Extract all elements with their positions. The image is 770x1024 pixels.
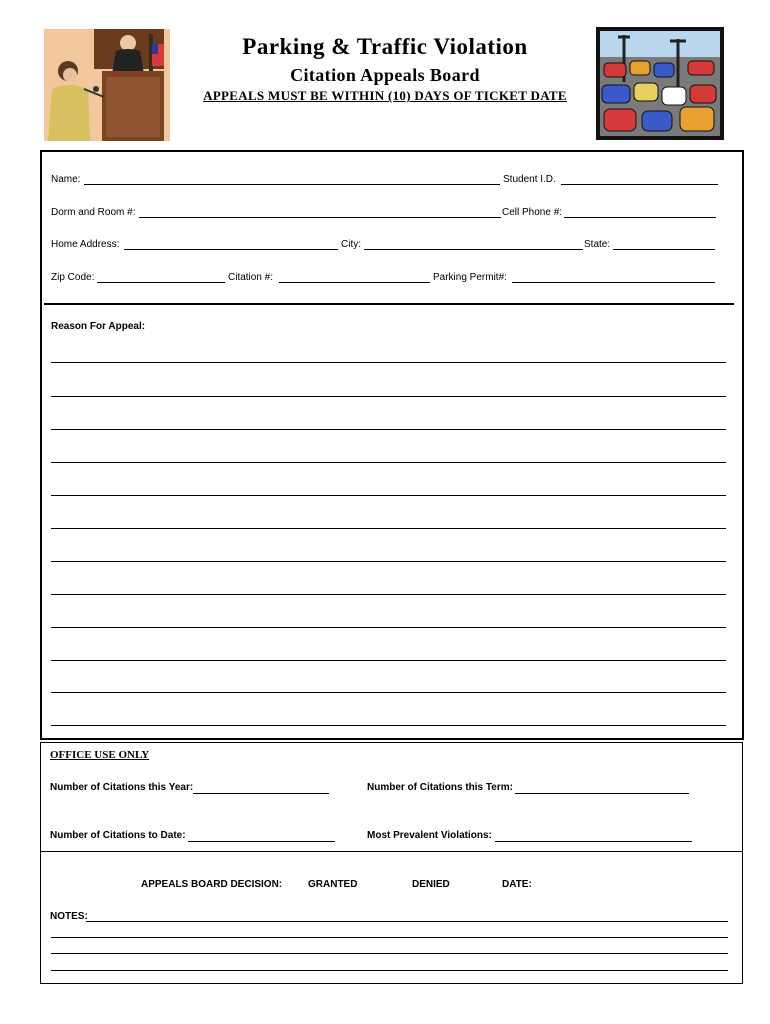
address-label: Home Address: <box>51 239 120 250</box>
student-id-field[interactable] <box>561 184 718 185</box>
dorm-label: Dorm and Room #: <box>51 207 136 218</box>
form-title: Parking & Traffic Violation <box>242 34 528 59</box>
citations-term-label: Number of Citations this Term: <box>367 782 513 793</box>
form-subtitle: Citation Appeals Board <box>290 65 480 85</box>
student-id-label: Student I.D. <box>503 174 556 185</box>
notes-line[interactable] <box>51 937 728 938</box>
deadline-notice: APPEALS MUST BE WITHIN (10) DAYS OF TICKET DATE <box>203 88 567 103</box>
permit-label: Parking Permit#: <box>433 272 507 283</box>
state-field[interactable] <box>613 249 715 250</box>
denied-option[interactable]: DENIED <box>412 879 450 890</box>
reason-line[interactable] <box>51 495 726 496</box>
citations-date-field[interactable] <box>188 841 335 842</box>
city-field[interactable] <box>364 249 583 250</box>
reason-label: Reason For Appeal: <box>51 321 146 332</box>
state-label: State: <box>584 239 611 250</box>
reason-line[interactable] <box>51 692 726 693</box>
reason-line[interactable] <box>51 594 726 595</box>
cell-phone-field[interactable] <box>564 217 716 218</box>
reason-line[interactable] <box>51 429 726 430</box>
dorm-field[interactable] <box>139 217 501 218</box>
reason-line[interactable] <box>51 725 726 726</box>
citations-date-label: Number of Citations to Date: <box>50 830 186 841</box>
reason-line[interactable] <box>51 362 726 363</box>
decision-label: APPEALS BOARD DECISION: <box>141 879 283 890</box>
office-divider <box>40 851 742 852</box>
name-field[interactable] <box>84 184 500 185</box>
reason-line[interactable] <box>51 396 726 397</box>
office-use-box <box>40 742 743 984</box>
reason-line[interactable] <box>51 561 726 562</box>
notes-line[interactable] <box>51 970 728 971</box>
notes-line[interactable] <box>51 953 728 954</box>
citations-year-field[interactable] <box>193 793 329 794</box>
prevalent-label: Most Prevalent Violations: <box>367 830 492 841</box>
date-label: DATE: <box>502 879 532 890</box>
notes-label: NOTES: <box>50 911 88 922</box>
office-use-title: OFFICE USE ONLY <box>50 749 150 761</box>
name-label: Name: <box>51 174 81 185</box>
city-label: City: <box>341 239 361 250</box>
reason-line[interactable] <box>51 462 726 463</box>
granted-option[interactable]: GRANTED <box>308 879 358 890</box>
address-field[interactable] <box>124 249 338 250</box>
section-divider <box>44 303 734 305</box>
citations-term-field[interactable] <box>515 793 689 794</box>
citation-field[interactable] <box>279 282 430 283</box>
prevalent-field[interactable] <box>495 841 692 842</box>
reason-line[interactable] <box>51 660 726 661</box>
appeal-form-box <box>40 150 744 740</box>
zip-label: Zip Code: <box>51 272 95 283</box>
citation-label: Citation #: <box>228 272 274 283</box>
zip-field[interactable] <box>97 282 225 283</box>
reason-line[interactable] <box>51 528 726 529</box>
citations-year-label: Number of Citations this Year: <box>50 782 194 793</box>
reason-line[interactable] <box>51 627 726 628</box>
permit-field[interactable] <box>512 282 715 283</box>
notes-line[interactable] <box>86 921 728 922</box>
cell-phone-label: Cell Phone #: <box>502 207 563 218</box>
